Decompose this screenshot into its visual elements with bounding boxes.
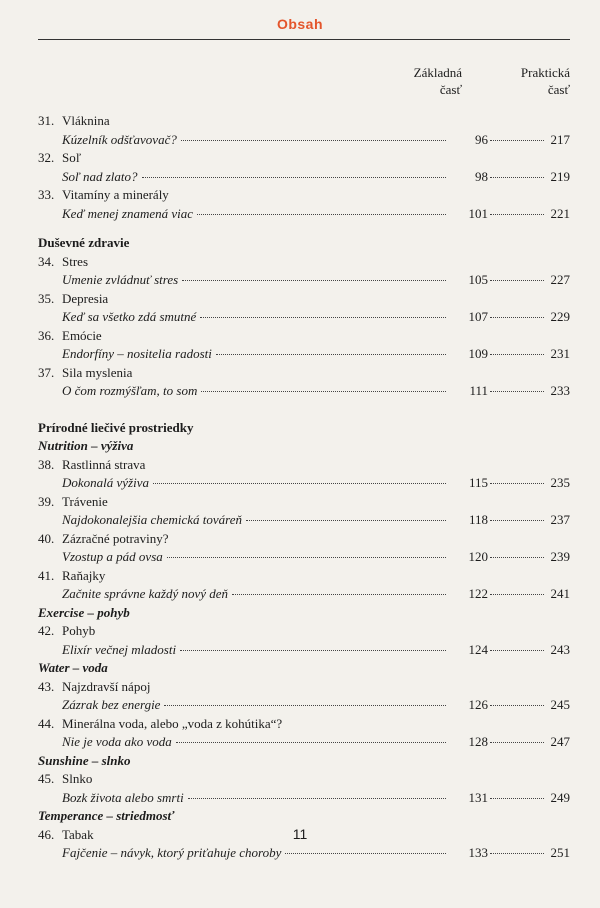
toc-entry-subtitle: Kúzelník odšťavovač? 96 217 [62, 131, 570, 147]
toc-entry-title: 46. Tabak [38, 826, 94, 842]
toc-entry-title: 31. Vláknina [38, 113, 110, 128]
toc-entry-title: 39. Trávenie [38, 493, 108, 509]
table-of-contents [38, 112, 570, 863]
category-heading: Sunshine – slnko [38, 752, 131, 768]
toc-entry-subtitle: Elixír večnej mladosti 124 243 [62, 641, 570, 657]
category-heading: Water – voda [38, 660, 108, 675]
toc-entry-title: 38. Rastlinná strava [38, 456, 146, 472]
toc-entry-title: 45. Slnko [38, 771, 93, 786]
toc-entry-title: 43. Najzdravší nápoj [38, 678, 151, 694]
toc-entry-subtitle: O čom rozmýšľam, to som 111 233 [62, 383, 570, 398]
toc-entry-subtitle: Nie je voda ako voda 128 247 [62, 734, 570, 749]
toc-entry-subtitle: Vzostup a pád ovsa 120 239 [62, 549, 570, 564]
toc-entry-subtitle: Keď menej znamená viac 101 221 [62, 205, 570, 221]
header-rule [38, 39, 570, 40]
toc-entry-title: 32. Soľ [38, 150, 82, 165]
column-header-practical: Praktická časť [520, 65, 570, 97]
toc-entry-subtitle: Zázrak bez energie 126 245 [62, 697, 570, 712]
section-heading: Duševné zdravie [38, 235, 130, 250]
section-heading: Prírodné liečivé prostriedky [38, 419, 194, 435]
page-title: Obsah [276, 16, 324, 32]
toc-entry-title: 37. Sila myslenia [38, 364, 133, 380]
toc-entry-subtitle: Fajčenie – návyk, ktorý priťahuje choroby 133 251 [62, 845, 570, 860]
category-heading: Exercise – pohyb [38, 604, 130, 620]
toc-entry-title: 33. Vitamíny a minerály [38, 187, 169, 202]
toc-entry-subtitle: Soľ nad zlato? 98 219 [62, 168, 570, 184]
toc-entry-subtitle: Najdokonalejšia chemická továreň 118 237 [62, 512, 570, 527]
toc-entry-subtitle: Začnite správne každý nový deň 122 241 [62, 586, 570, 601]
category-heading: Nutrition – výživa [38, 438, 134, 453]
column-header-basic: Základná časť [413, 65, 462, 97]
category-heading: Temperance – striedmosť [38, 808, 175, 823]
toc-entry-title: 35. Depresia [38, 290, 109, 306]
toc-entry-title: 36. Emócie [38, 327, 102, 343]
toc-entry-subtitle: Bozk života alebo smrti 131 249 [62, 789, 570, 805]
toc-entry-title: 41. Raňajky [38, 567, 106, 583]
page-number: 11 [292, 826, 308, 842]
toc-entry-title: 44. Minerálna voda, alebo „voda z kohútika“? [38, 715, 283, 731]
toc-entry-title: 34. Stres [38, 253, 88, 269]
toc-entry-title: 42. Pohyb [38, 623, 96, 638]
toc-entry-subtitle: Umenie zvládnuť stres 105 227 [62, 272, 570, 287]
toc-entry-subtitle: Keď sa všetko zdá smutné 107 229 [62, 309, 570, 324]
toc-entry-subtitle: Endorfíny – nositelia radosti 109 231 [62, 346, 570, 361]
toc-entry-title: 40. Zázračné potraviny? [38, 530, 169, 546]
toc-entry-subtitle: Dokonalá výživa 115 235 [62, 475, 570, 490]
